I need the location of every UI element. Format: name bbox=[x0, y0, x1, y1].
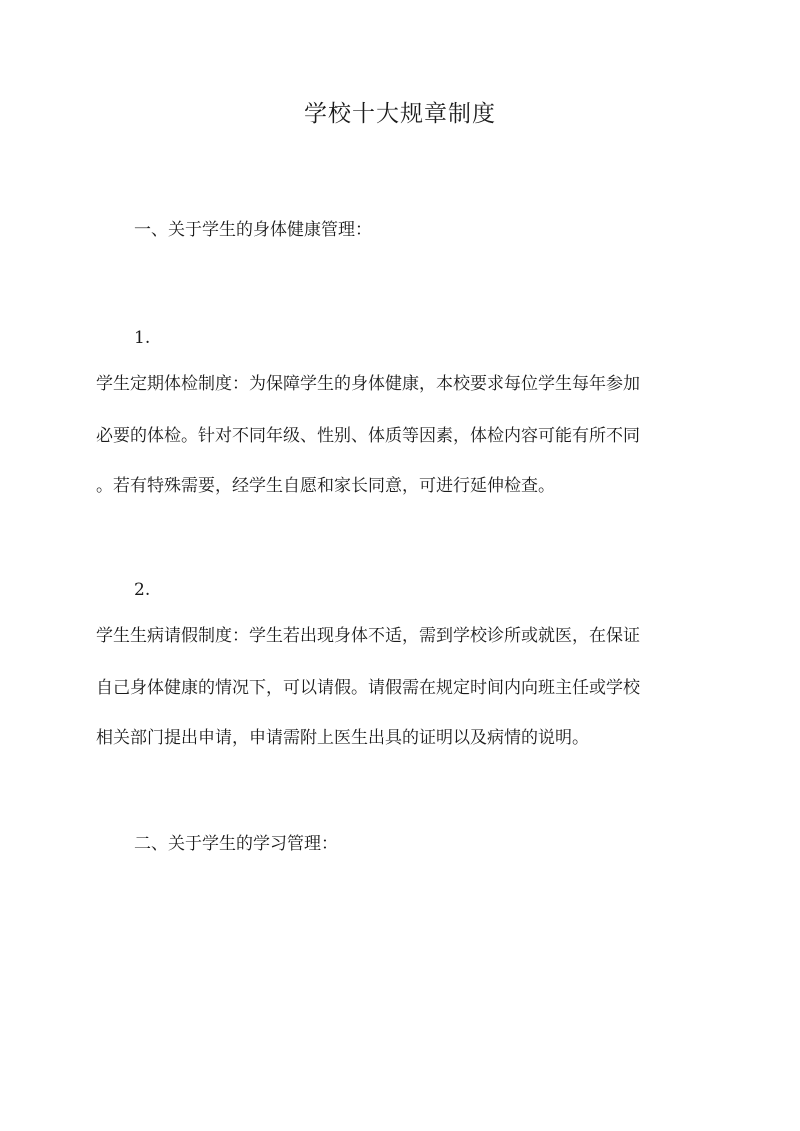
item-number-2: 2. bbox=[134, 580, 151, 600]
item-2-line-1: 学生生病请假制度：学生若出现身体不适，需到学校诊所或就医，在保证 bbox=[96, 626, 640, 646]
section-heading-health: 一、关于学生的身体健康管理： bbox=[134, 220, 372, 240]
item-1-line-2: 必要的体检。针对不同年级、性别、体质等因素，体检内容可能有所不同 bbox=[96, 426, 640, 446]
section-heading-study: 二、关于学生的学习管理： bbox=[134, 834, 338, 854]
item-1-line-1: 学生定期体检制度：为保障学生的身体健康，本校要求每位学生每年参加 bbox=[96, 374, 640, 394]
document-title: 学校十大规章制度 bbox=[304, 101, 496, 127]
item-2-line-2: 自己身体健康的情况下，可以请假。请假需在规定时间内向班主任或学校 bbox=[96, 678, 640, 698]
item-2-line-3: 相关部门提出申请，申请需附上医生出具的证明以及病情的说明。 bbox=[96, 728, 589, 748]
item-number-1: 1. bbox=[134, 328, 151, 348]
item-1-line-3: 。若有特殊需要，经学生自愿和家长同意，可进行延伸检查。 bbox=[96, 476, 555, 496]
